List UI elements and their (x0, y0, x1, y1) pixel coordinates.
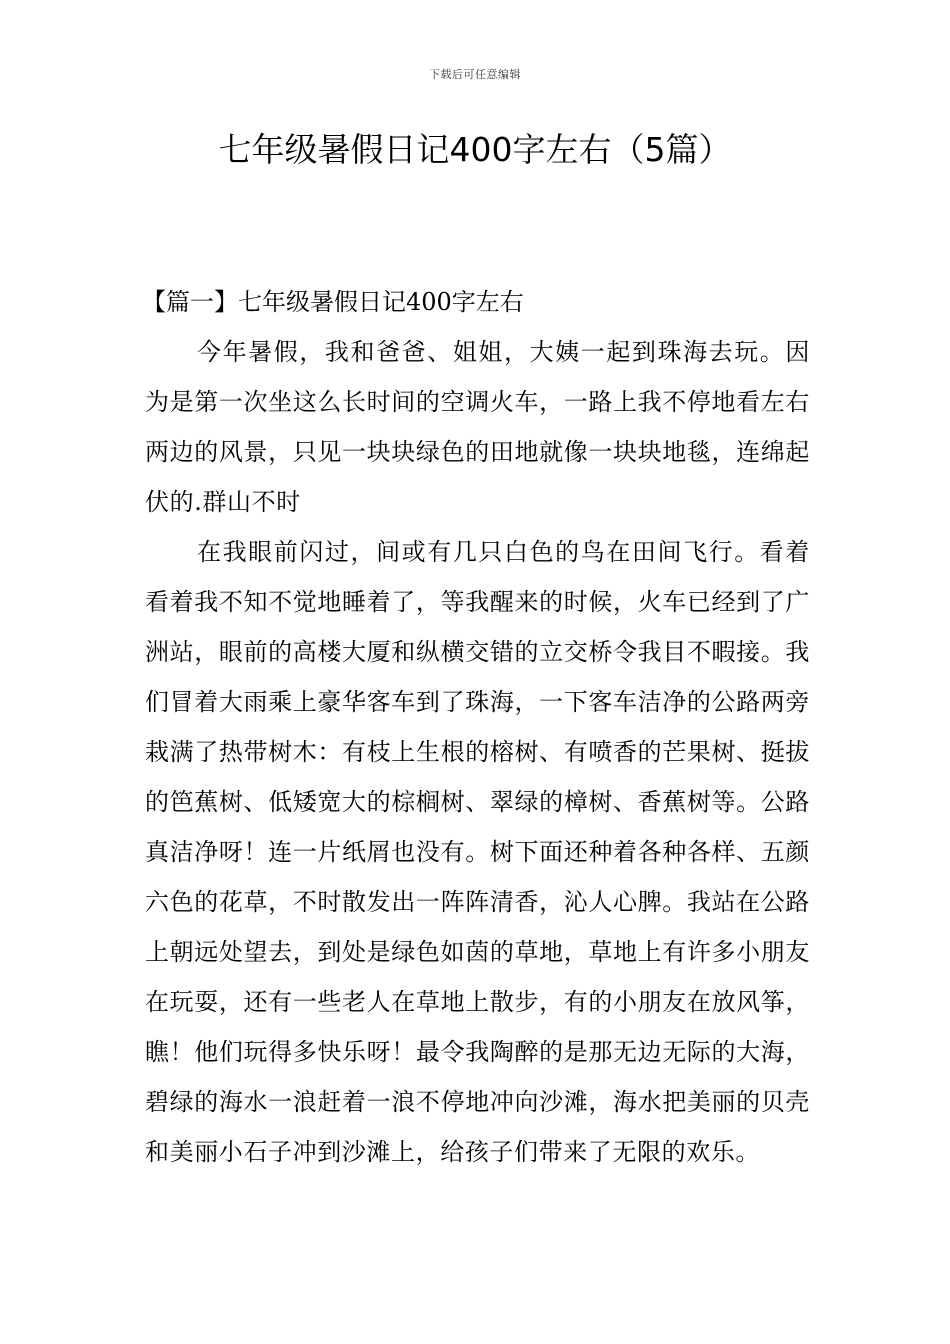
paragraph-1: 今年暑假，我和爸爸、姐姐，大姨一起到珠海去玩。因为是第一次坐这么长时间的空调火车，一路上我不停地看左右两边的风景，只见一块块绿色的田地就像一块块地毯，连绵起伏的.群山不时 (145, 338, 810, 516)
section-heading: 【篇一】七年级暑假日记400字左右 (142, 288, 524, 316)
document-title: 七年级暑假日记400字左右（5篇） (218, 130, 732, 169)
document-body (142, 277, 810, 1177)
paragraph-2: 在我眼前闪过，间或有几只白色的鸟在田间飞行。看着看着我不知不觉地睡着了，等我醒来的时候，火车已经到了广洲站，眼前的高楼大厦和纵横交错的立交桥令我目不暇接。我们冒着大雨乘上豪华客车到了珠海，一下客车洁净的公路两旁栽满了热带树木：有枝上生根的榕树、有喷香的芒果树、挺拔的笆蕉树、低矮宽大的棕榈树、翠绿的樟树、香蕉树等。公路真洁净呀！连一片纸屑也没有。树下面还种着各种各样、五颜六色的花草，不时散发出一阵阵清香，沁人心脾。我站在公路上朝远处望去，到处是绿色如茵的草地，草地上有许多小朋友在玩耍，还有一些老人在草地上散步，有的小朋友在放风筝，瞧！他们玩得多快乐呀！最令我陶醉的是那无边无际的大海，碧绿的海水一浪赶着一浪不停地冲向沙滩，海水把美丽的贝壳和美丽小石子冲到沙滩上，给孩子们带来了无限的欢乐。 (145, 538, 810, 1166)
header-note: 下载后可任意编辑 (429, 68, 521, 81)
